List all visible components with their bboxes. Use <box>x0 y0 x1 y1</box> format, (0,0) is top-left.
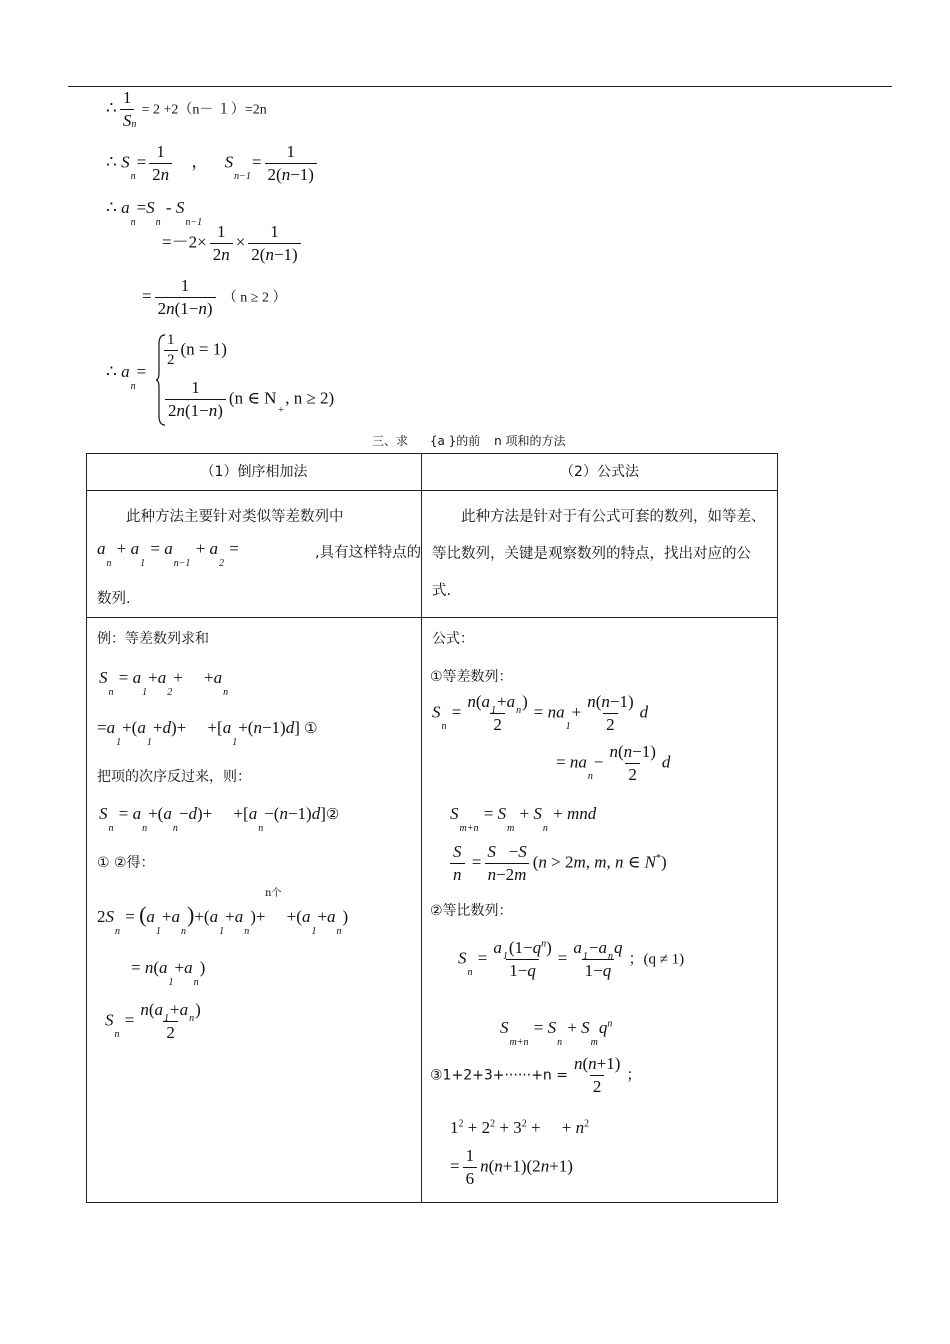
reverse-desc-end: 数列. <box>97 591 131 607</box>
cell-formula-list <box>422 618 778 1203</box>
example-forward: $=a_1+(a_1+d)+$ $+[a_1+(n-1)d]$ ① <box>97 718 318 748</box>
reverse-desc-tail: ,具有这样特点的 <box>315 545 422 561</box>
reverse-desc-formula: $a_n + a_1 = a_{n-1} + a_2$ = <box>97 539 239 569</box>
cell-formula-desc <box>422 491 778 618</box>
piecewise-case-2: $\frac{1}{2n(1-n)}$ (n ∈ $N_+$, n ≥ 2) <box>162 378 334 421</box>
header-rule <box>68 86 892 87</box>
caption-left: 三、求 <box>372 434 409 448</box>
formula-desc-text: 此种方法是针对于有公式可套的数列，如等差、等比数列，关键是观察数列的特点，找出对应的公式. <box>432 509 766 599</box>
n-count-label: n个 <box>265 888 282 899</box>
header-reverse-add: （1）倒序相加法 <box>87 454 422 491</box>
arith-split-formula: $S_{m+n} = S_m + S_n$ + mnd <box>450 804 597 834</box>
example-reverse-text: 把项的次序反过来，则： <box>97 769 251 785</box>
square-sum-formula: $1^2 + 2^2 + 3^2$ + + $n^2$ <box>450 1118 590 1137</box>
reverse-desc-intro: 此种方法主要针对类似等差数列中 <box>126 509 344 525</box>
cell-reverse-desc <box>87 491 422 618</box>
example-double-sum: $2S_n = (a_1+a_n)+(a_1+a_n)+$ $+(a_1+a_n)$ <box>97 902 349 937</box>
natural-sum-semicolon: ； <box>626 1067 642 1084</box>
circle-2: ② <box>325 807 340 823</box>
line5-cond: （ n ≥ 2 ） <box>222 290 287 306</box>
section-caption <box>372 432 566 449</box>
caption-right: n 项和的方法 <box>494 434 566 448</box>
methods-table <box>86 453 778 1203</box>
line4-rhs: =－2× <box>162 232 207 252</box>
natural-sum-formula: ③1+2+3+······+n = $\frac{n(n+1)}{2}$ ； <box>430 1054 642 1096</box>
example-sum-result: $S_n$ = $\frac{n(a_1+a_n)}{2}$ <box>105 1000 201 1042</box>
caption-mid: {a }的前 <box>429 434 481 448</box>
arith-ratio-formula: $\frac{S}{n}$ = $\frac{S -S}{n-2m}$ (n > 2m, m, n ∈ N*) <box>450 842 667 885</box>
piece1-cond: (n = 1) <box>180 339 227 359</box>
example-title: 例：等差数列求和 <box>97 631 209 647</box>
example-backward: $S_n = a_n+(a_n-d)+$ $+[a_n-(n-1)d]②$ <box>99 804 340 834</box>
geo-sum-formula: $S_n$ = $\frac{a_1(1-q^n)}{1-q}$ = $\frac{a_1-a_nq}{1-q}$ ；(q ≠ 1) <box>458 938 685 980</box>
derivation-line-4: =－2× $\frac{1}{2n}$ × $\frac{1}{2(n-1)}$ <box>162 222 304 265</box>
example-combine-text: ① ②得： <box>97 855 155 871</box>
piecewise-lhs: ∴ $a_n=$ <box>106 362 147 392</box>
circle-1: ① <box>304 721 318 737</box>
example-double-sum-result: = $n(a_1+a_n)$ <box>131 958 206 988</box>
arith-sum-formula-2: = $na_n-$ $\frac{n(n-1)}{2}$ d <box>556 742 671 784</box>
derivation-line-1: ∴ $\frac{1}{S}$ $_n$ = 2 +2（n－ １）=2n <box>106 88 267 131</box>
formula-title: 公式： <box>432 631 474 647</box>
arith-sum-formula: $S_n$ = $\frac{n(a_1+a_n)}{2}$ = $na_1+$ $\frac{n(n-1)}{2}$ d <box>432 692 649 734</box>
derivation-line-5: = $\frac{1}{2n(1-n)}$ （ n ≥ 2 ） <box>142 276 287 318</box>
header-formula: （2）公式法 <box>422 454 778 491</box>
geo-q-cond: ；(q ≠ 1) <box>628 951 685 968</box>
square-sum-result: = $\frac{1}{6}$ n(n+1)(2n+1) <box>450 1146 573 1188</box>
geo-split-formula: $S_{m+n} = S_n + S_mq^n$ <box>500 1018 613 1048</box>
cell-reverse-example <box>87 618 422 1203</box>
arith-title: ①等差数列： <box>430 669 513 685</box>
piece2-tail: , n ≥ 2) <box>285 388 335 408</box>
piece2-cond: (n ∈ N <box>228 388 277 408</box>
example-sum-def: $S_n = a_1+a_2+$ $+a_n$ <box>99 668 229 698</box>
line1-tail: = 2 +2（n－ １）=2n <box>141 102 267 118</box>
line2-sep: ， <box>191 152 209 172</box>
geo-title: ②等比数列： <box>430 903 513 919</box>
derivation-line-3: ∴ $a_n=S_n - S_{n-1}$ <box>106 198 203 228</box>
piecewise-case-1: $\frac{1}{2}$ (n = 1) <box>164 332 227 369</box>
derivation-line-2: ∴ $S_n=$ $\frac{1}{2n}$ ， $S_{n-1}=$ $\frac{1}{2(n-1)}$ <box>106 142 320 185</box>
natural-sum-prefix: ③1+2+3+······+n = <box>430 1067 568 1084</box>
